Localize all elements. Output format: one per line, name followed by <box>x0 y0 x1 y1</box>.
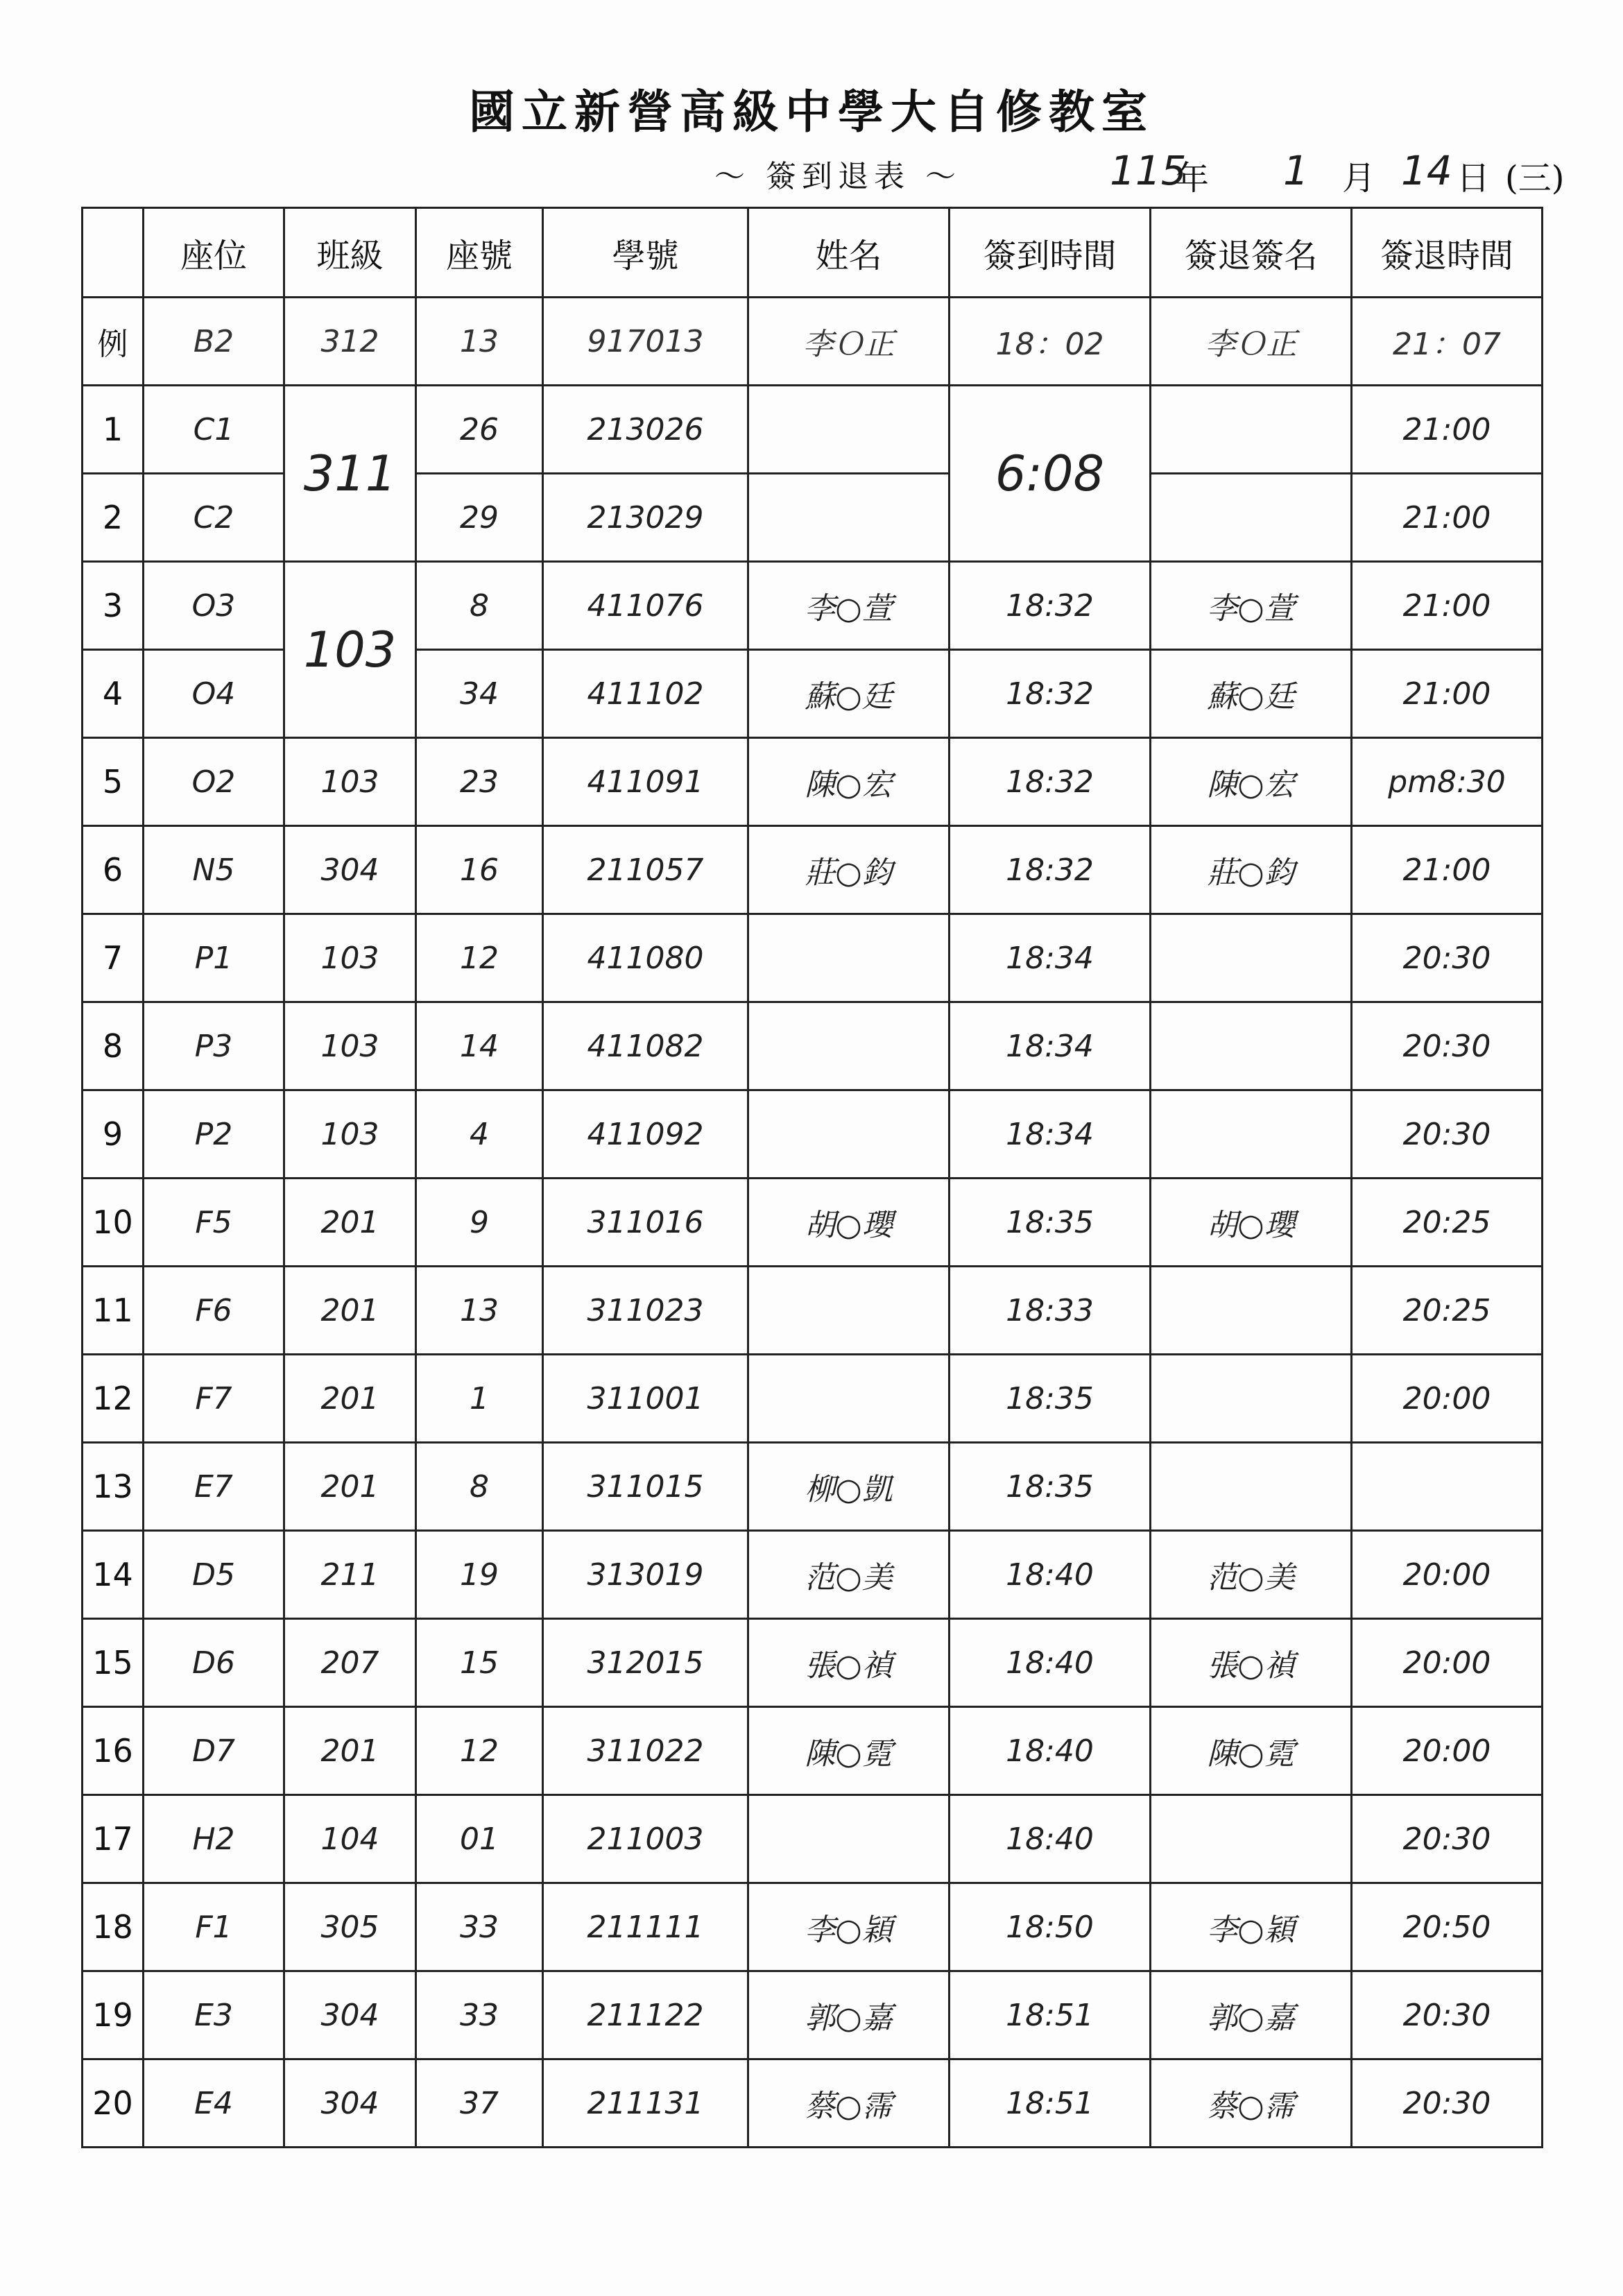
student-id-cell: 311015 <box>543 1443 748 1531</box>
student-id-cell: 311001 <box>543 1355 748 1443</box>
checkin-cell: 18:51 <box>950 1971 1151 2059</box>
name-cell: 陳○霓 <box>748 1707 950 1795</box>
date-month: 1 <box>1283 147 1309 194</box>
name-cell: 李○穎 <box>748 1883 950 1971</box>
sheet-title: 國立新營高級中學大自修教室 <box>469 85 1154 139</box>
signout-name-cell: 胡○瓔 <box>1151 1179 1352 1267</box>
signout-name-cell <box>1151 914 1352 1002</box>
checkout-cell: 20:00 <box>1352 1355 1543 1443</box>
column-header-class: 班級 <box>284 208 416 298</box>
student-id-cell: 411091 <box>543 738 748 826</box>
example-name: 李Ｏ正 <box>748 298 950 386</box>
table-row <box>83 386 1543 474</box>
seat-no-cell: 8 <box>416 1443 543 1531</box>
date-weekday: (三) <box>1505 159 1565 198</box>
example-row <box>83 298 1543 386</box>
checkout-cell: 20:00 <box>1352 1531 1543 1619</box>
class-cell: 103 <box>284 1002 416 1090</box>
class-cell <box>284 562 416 738</box>
column-header-index <box>83 208 144 298</box>
attendance-table <box>81 207 1543 2148</box>
checkin-cell: 18:51 <box>950 2059 1151 2148</box>
checkin-cell: 18:35 <box>950 1179 1151 1267</box>
table-row <box>83 1971 1543 2059</box>
checkout-cell: 20:30 <box>1352 1090 1543 1179</box>
name-cell: 胡○瓔 <box>748 1179 950 1267</box>
row-number: 10 <box>83 1179 144 1267</box>
row-number: 2 <box>83 474 144 562</box>
seat-cell: D7 <box>144 1707 284 1795</box>
checkout-cell: 21:00 <box>1352 650 1543 738</box>
checkin-cell: 18:34 <box>950 914 1151 1002</box>
checkout-cell: 20:30 <box>1352 2059 1543 2148</box>
example-seat-no: 13 <box>416 298 543 386</box>
checkout-cell: 20:25 <box>1352 1267 1543 1355</box>
checkout-cell: 20:30 <box>1352 914 1543 1002</box>
checkin-cell: 18:33 <box>950 1267 1151 1355</box>
signout-name-cell: 蔡○霈 <box>1151 2059 1352 2148</box>
row-number: 13 <box>83 1443 144 1531</box>
checkout-cell: 20:00 <box>1352 1707 1543 1795</box>
column-header-signout-name: 簽退簽名 <box>1151 208 1352 298</box>
row-number: 3 <box>83 562 144 650</box>
signout-name-cell: 陳○宏 <box>1151 738 1352 826</box>
table-row <box>83 1355 1543 1443</box>
checkout-cell: 20:30 <box>1352 1795 1543 1883</box>
row-number: 17 <box>83 1795 144 1883</box>
checkout-cell: pm8:30 <box>1352 738 1543 826</box>
seat-no-cell: 16 <box>416 826 543 914</box>
seat-no-cell: 8 <box>416 562 543 650</box>
signout-name-cell: 范○美 <box>1151 1531 1352 1619</box>
seat-no-cell: 4 <box>416 1090 543 1179</box>
checkout-cell: 21:00 <box>1352 562 1543 650</box>
table-row <box>83 562 1543 650</box>
table-header-row <box>83 208 1543 298</box>
signout-name-cell <box>1151 1267 1352 1355</box>
class-cell: 207 <box>284 1619 416 1707</box>
seat-cell: P2 <box>144 1090 284 1179</box>
student-id-cell: 211003 <box>543 1795 748 1883</box>
signout-name-cell: 郭○嘉 <box>1151 1971 1352 2059</box>
name-cell <box>748 1355 950 1443</box>
example-student-id: 917013 <box>543 298 748 386</box>
seat-no-cell: 37 <box>416 2059 543 2148</box>
checkin-cell: 18:35 <box>950 1443 1151 1531</box>
table-row <box>83 826 1543 914</box>
student-id-cell: 211131 <box>543 2059 748 2148</box>
checkin-cell <box>950 386 1151 562</box>
class-cell: 201 <box>284 1355 416 1443</box>
class-cell: 201 <box>284 1179 416 1267</box>
column-header-seat: 座位 <box>144 208 284 298</box>
seat-cell: P3 <box>144 1002 284 1090</box>
name-cell: 莊○鈞 <box>748 826 950 914</box>
student-id-cell: 211111 <box>543 1883 748 1971</box>
date-day: 14 <box>1401 147 1452 194</box>
signout-name-cell <box>1151 1090 1352 1179</box>
student-id-cell: 411102 <box>543 650 748 738</box>
row-number: 8 <box>83 1002 144 1090</box>
seat-no-cell: 33 <box>416 1971 543 2059</box>
row-number: 15 <box>83 1619 144 1707</box>
name-cell: 郭○嘉 <box>748 1971 950 2059</box>
example-class: 312 <box>284 298 416 386</box>
column-header-seat-no: 座號 <box>416 208 543 298</box>
checkout-cell: 20:30 <box>1352 1971 1543 2059</box>
checkin-cell: 18:40 <box>950 1707 1151 1795</box>
seat-cell: E3 <box>144 1971 284 2059</box>
name-cell: 范○美 <box>748 1531 950 1619</box>
name-cell <box>748 1002 950 1090</box>
checkin-cell: 18:32 <box>950 650 1151 738</box>
row-number: 6 <box>83 826 144 914</box>
signout-name-cell <box>1151 1355 1352 1443</box>
class-cell <box>284 386 416 562</box>
student-id-cell: 411076 <box>543 562 748 650</box>
class-cell: 201 <box>284 1443 416 1531</box>
seat-cell: O4 <box>144 650 284 738</box>
table-row <box>83 1795 1543 1883</box>
seat-cell: F7 <box>144 1355 284 1443</box>
seat-cell: E4 <box>144 2059 284 2148</box>
name-cell <box>748 386 950 474</box>
class-cell: 211 <box>284 1531 416 1619</box>
name-cell <box>748 474 950 562</box>
date-year: 115 <box>1110 147 1187 194</box>
name-cell <box>748 1795 950 1883</box>
date-year-label: 年 <box>1176 159 1210 198</box>
row-number: 14 <box>83 1531 144 1619</box>
student-id-cell: 311016 <box>543 1179 748 1267</box>
class-cell: 201 <box>284 1267 416 1355</box>
class-cell: 103 <box>284 1090 416 1179</box>
checkin-cell: 18:40 <box>950 1795 1151 1883</box>
sheet-subtitle: ～ 簽到退表 ～ <box>714 159 961 194</box>
example-seat: B2 <box>144 298 284 386</box>
seat-cell: F5 <box>144 1179 284 1267</box>
seat-no-cell: 19 <box>416 1531 543 1619</box>
seat-no-cell: 15 <box>416 1619 543 1707</box>
signout-name-cell: 李○穎 <box>1151 1883 1352 1971</box>
student-id-cell: 411082 <box>543 1002 748 1090</box>
row-number: 9 <box>83 1090 144 1179</box>
seat-no-cell: 12 <box>416 914 543 1002</box>
table-row <box>83 1443 1543 1531</box>
student-id-cell: 312015 <box>543 1619 748 1707</box>
seat-no-cell: 14 <box>416 1002 543 1090</box>
class-cell: 103 <box>284 914 416 1002</box>
student-id-cell: 213026 <box>543 386 748 474</box>
checkin-cell: 18:40 <box>950 1619 1151 1707</box>
checkout-cell: 21:00 <box>1352 826 1543 914</box>
seat-cell: P1 <box>144 914 284 1002</box>
checkin-cell: 18:32 <box>950 562 1151 650</box>
name-cell <box>748 1090 950 1179</box>
seat-cell: F6 <box>144 1267 284 1355</box>
date-month-label: 月 <box>1342 159 1376 198</box>
seat-no-cell: 1 <box>416 1355 543 1443</box>
column-header-checkout: 簽退時間 <box>1352 208 1543 298</box>
signout-name-cell <box>1151 1002 1352 1090</box>
student-id-cell: 211057 <box>543 826 748 914</box>
class-cell: 305 <box>284 1883 416 1971</box>
table-row <box>83 2059 1543 2148</box>
merged-class-103: 103 <box>303 621 397 678</box>
merged-class-311: 311 <box>303 445 397 502</box>
class-cell: 304 <box>284 826 416 914</box>
row-number: 18 <box>83 1883 144 1971</box>
table-row <box>83 1619 1543 1707</box>
name-cell <box>748 914 950 1002</box>
checkout-cell <box>1352 1443 1543 1531</box>
name-cell: 蔡○霈 <box>748 2059 950 2148</box>
row-number: 20 <box>83 2059 144 2148</box>
seat-cell: D5 <box>144 1531 284 1619</box>
student-id-cell: 411092 <box>543 1090 748 1179</box>
table-row <box>83 1883 1543 1971</box>
signout-name-cell <box>1151 386 1352 474</box>
signout-name-cell: 蘇○廷 <box>1151 650 1352 738</box>
checkout-cell: 20:25 <box>1352 1179 1543 1267</box>
signout-name-cell <box>1151 474 1352 562</box>
row-number: 11 <box>83 1267 144 1355</box>
name-cell <box>748 1267 950 1355</box>
row-number: 16 <box>83 1707 144 1795</box>
student-id-cell: 313019 <box>543 1531 748 1619</box>
seat-no-cell: 01 <box>416 1795 543 1883</box>
seat-cell: D6 <box>144 1619 284 1707</box>
checkout-cell: 20:30 <box>1352 1002 1543 1090</box>
student-id-cell: 311022 <box>543 1707 748 1795</box>
checkout-cell: 21:00 <box>1352 474 1543 562</box>
table-row <box>83 738 1543 826</box>
example-label: 例 <box>83 298 144 386</box>
name-cell: 陳○宏 <box>748 738 950 826</box>
name-cell: 柳○凱 <box>748 1443 950 1531</box>
signout-name-cell <box>1151 1795 1352 1883</box>
row-number: 7 <box>83 914 144 1002</box>
seat-cell: E7 <box>144 1443 284 1531</box>
checkout-cell: 20:00 <box>1352 1619 1543 1707</box>
class-cell: 304 <box>284 1971 416 2059</box>
seat-cell: C1 <box>144 386 284 474</box>
checkin-cell: 18:34 <box>950 1090 1151 1179</box>
checkin-cell: 18:40 <box>950 1531 1151 1619</box>
row-number: 1 <box>83 386 144 474</box>
table-row <box>83 1267 1543 1355</box>
seat-no-cell: 9 <box>416 1179 543 1267</box>
signout-name-cell: 張○禎 <box>1151 1619 1352 1707</box>
row-number: 19 <box>83 1971 144 2059</box>
table-row <box>83 1707 1543 1795</box>
column-header-checkin: 簽到時間 <box>950 208 1151 298</box>
seat-cell: N5 <box>144 826 284 914</box>
example-signout-name: 李Ｏ正 <box>1151 298 1352 386</box>
table-row <box>83 1531 1543 1619</box>
seat-cell: H2 <box>144 1795 284 1883</box>
date-day-label: 日 <box>1457 159 1491 198</box>
table-row <box>83 1179 1543 1267</box>
name-cell: 李○萱 <box>748 562 950 650</box>
name-cell: 蘇○廷 <box>748 650 950 738</box>
signout-name-cell: 莊○鈞 <box>1151 826 1352 914</box>
seat-no-cell: 26 <box>416 386 543 474</box>
class-cell: 103 <box>284 738 416 826</box>
checkin-cell: 18:32 <box>950 738 1151 826</box>
student-id-cell: 311023 <box>543 1267 748 1355</box>
class-cell: 304 <box>284 2059 416 2148</box>
seat-cell: C2 <box>144 474 284 562</box>
column-header-name: 姓名 <box>748 208 950 298</box>
seat-no-cell: 12 <box>416 1707 543 1795</box>
student-id-cell: 211122 <box>543 1971 748 2059</box>
checkout-cell: 20:50 <box>1352 1883 1543 1971</box>
table-row <box>83 1002 1543 1090</box>
checkin-cell: 18:34 <box>950 1002 1151 1090</box>
student-id-cell: 411080 <box>543 914 748 1002</box>
seat-no-cell: 29 <box>416 474 543 562</box>
seat-no-cell: 34 <box>416 650 543 738</box>
row-number: 5 <box>83 738 144 826</box>
seat-cell: O2 <box>144 738 284 826</box>
example-checkout: 21：07 <box>1352 298 1543 386</box>
student-id-cell: 213029 <box>543 474 748 562</box>
checkin-cell: 18:32 <box>950 826 1151 914</box>
name-cell: 張○禎 <box>748 1619 950 1707</box>
example-checkin: 18：02 <box>950 298 1151 386</box>
seat-cell: F1 <box>144 1883 284 1971</box>
checkout-cell: 21:00 <box>1352 386 1543 474</box>
merged-checkin-time: 6:08 <box>995 445 1105 502</box>
class-cell: 104 <box>284 1795 416 1883</box>
table-row <box>83 914 1543 1002</box>
seat-no-cell: 13 <box>416 1267 543 1355</box>
checkin-cell: 18:50 <box>950 1883 1151 1971</box>
column-header-student-id: 學號 <box>543 208 748 298</box>
seat-no-cell: 23 <box>416 738 543 826</box>
signout-name-cell: 陳○霓 <box>1151 1707 1352 1795</box>
class-cell: 201 <box>284 1707 416 1795</box>
row-number: 12 <box>83 1355 144 1443</box>
row-number: 4 <box>83 650 144 738</box>
seat-cell: O3 <box>144 562 284 650</box>
seat-no-cell: 33 <box>416 1883 543 1971</box>
table-row <box>83 1090 1543 1179</box>
signout-name-cell: 李○萱 <box>1151 562 1352 650</box>
checkin-cell: 18:35 <box>950 1355 1151 1443</box>
signout-name-cell <box>1151 1443 1352 1531</box>
